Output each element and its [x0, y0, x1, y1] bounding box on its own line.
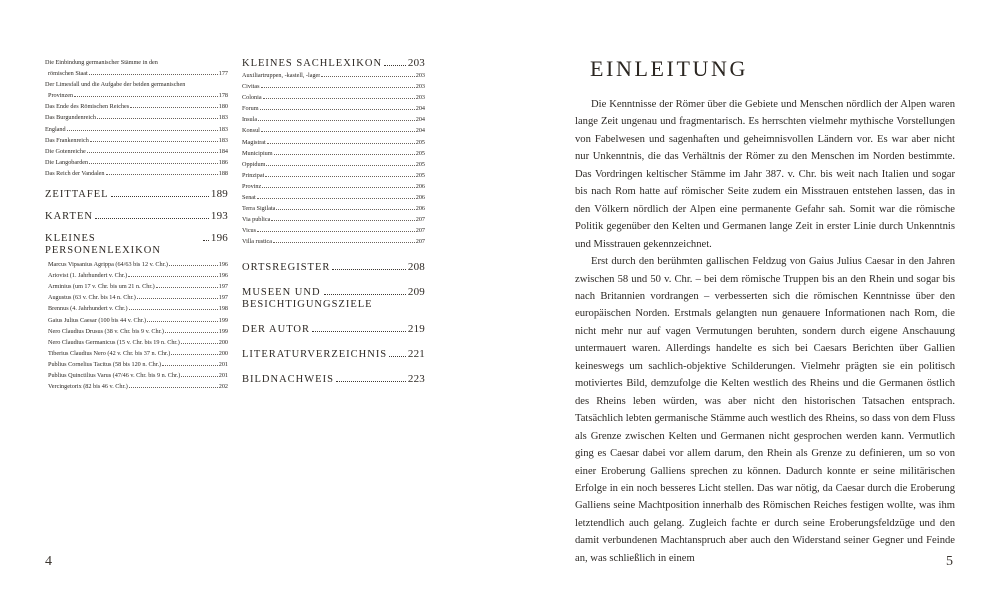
toc-entry-page: 205	[415, 171, 425, 179]
toc-entry-label: römischen Staat	[48, 70, 88, 78]
toc-leader-dots	[324, 294, 406, 295]
toc-entry	[45, 281, 228, 292]
toc-entry	[45, 124, 228, 135]
toc-leader-dots	[321, 76, 414, 77]
toc-entry-page: 177	[218, 70, 228, 78]
toc-entry-label: Magistrat	[242, 138, 266, 146]
toc-entry	[45, 326, 228, 337]
toc-entry	[45, 359, 228, 370]
toc-entry-label: BILDNACHWEIS	[242, 373, 334, 385]
toc-entry	[45, 57, 228, 68]
toc-entry-page: 205	[415, 138, 425, 146]
page-number-left: 4	[45, 554, 52, 569]
toc-leader-dots	[384, 65, 406, 66]
toc-entry-label: Tiberius Claudius Nero (42 v. Chr. bis 37 n. Chr.)	[48, 349, 171, 357]
toc-section	[242, 57, 425, 70]
toc-entry	[45, 337, 228, 348]
toc-entry-page: 207	[415, 238, 425, 246]
toc-leader-dots	[162, 365, 218, 366]
toc-entry-page: 183	[218, 114, 228, 122]
toc-entry-label: Die Langobarden	[45, 158, 89, 166]
toc-entry-page: 219	[407, 322, 425, 335]
toc-entry-label: Nero Claudius Germanicus (15 v. Chr. bis 19 n. Chr.)	[48, 338, 180, 346]
toc-entry	[45, 168, 228, 179]
toc-entry-label: Senat	[242, 194, 256, 202]
toc-leader-dots	[257, 198, 415, 199]
toc-leader-dots	[336, 381, 406, 382]
toc-entry-page: 202	[218, 383, 228, 391]
toc-section	[45, 188, 228, 201]
toc-leader-dots	[165, 332, 218, 333]
toc-entry-page: 183	[218, 136, 228, 144]
toc-entry-page: 206	[415, 182, 425, 190]
toc-leader-dots	[106, 174, 218, 175]
toc-entry-label: Colonia	[242, 94, 262, 102]
toc-entry-label: Publius Cornelius Tacitus (58 bis 120 n. Chr.)	[48, 360, 162, 368]
toc-leader-dots	[111, 196, 209, 197]
toc-leader-dots	[169, 265, 218, 266]
toc-section	[45, 210, 228, 223]
toc-leader-dots	[129, 387, 218, 388]
toc-entry	[45, 112, 228, 123]
toc-leader-dots	[129, 309, 218, 310]
toc-entry-label: Vercingetorix (82 bis 46 v. Chr.)	[48, 383, 128, 391]
toc-section	[242, 261, 425, 274]
toc-leader-dots	[260, 109, 415, 110]
toc-entry-label: KARTEN	[45, 211, 93, 223]
toc-leader-dots	[67, 130, 218, 131]
toc-leader-dots	[274, 154, 415, 155]
toc-entry-label: Konsul	[242, 127, 260, 135]
toc-entry-page: 178	[218, 92, 228, 100]
toc-entry-page: 204	[415, 127, 425, 135]
toc-entry-label: Das Frankenreich	[45, 136, 89, 144]
toc-entry-label: Die Einbindung germanischer Stämme in den	[45, 59, 158, 66]
left-page	[0, 0, 499, 600]
toc-entry-label: Marcus Vipsanius Agrippa (64/63 bis 12 v. Chr.)	[48, 261, 168, 269]
toc-section	[242, 286, 425, 311]
toc-leader-dots	[261, 87, 415, 88]
toc-entry-page: 206	[415, 194, 425, 202]
toc-entry-label: Vicus	[242, 227, 257, 235]
toc-leader-dots	[95, 218, 209, 219]
toc-leader-dots	[156, 287, 218, 288]
toc-leader-dots	[258, 120, 415, 121]
toc-leader-dots	[261, 131, 415, 132]
toc-entry	[242, 148, 425, 159]
toc-entry-label: KLEINES SACHLEXIKON	[242, 58, 383, 69]
toc-entry-label: Das Reich der Vandalen	[45, 169, 105, 177]
toc-entry	[242, 192, 425, 203]
toc-leader-dots	[267, 143, 415, 144]
toc-section	[45, 232, 228, 257]
toc-leader-dots	[89, 74, 218, 75]
toc-entry	[242, 214, 425, 225]
toc-entry	[242, 125, 425, 136]
toc-leader-dots	[97, 118, 218, 119]
toc-entry	[45, 259, 228, 270]
toc-entry	[242, 236, 425, 247]
toc-entry	[242, 114, 425, 125]
toc-column-2	[242, 57, 425, 386]
toc-entry-page: 200	[218, 338, 228, 346]
toc-entry-label: Arminius (um 17 v. Chr. bis um 21 n. Chr.)	[48, 283, 155, 291]
toc-entry	[242, 203, 425, 214]
toc-leader-dots	[147, 321, 218, 322]
toc-entry-page: 203	[415, 83, 425, 91]
toc-entry	[45, 270, 228, 281]
toc-entry	[45, 101, 228, 112]
toc-entry	[45, 292, 228, 303]
toc-entry-label: Villa rustica	[242, 238, 273, 246]
toc-entry-page: 186	[218, 158, 228, 166]
toc-entry-page: 199	[218, 327, 228, 335]
toc-entry-page: 180	[218, 103, 228, 111]
toc-entry-label: Forum	[242, 105, 259, 113]
toc-entry-label: Die Gotenreiche	[45, 147, 86, 155]
toc-entry-label: MUSEEN UND BESICHTIGUNGSZIELE	[242, 286, 373, 310]
toc-entry-page: 197	[218, 283, 228, 291]
toc-section	[242, 373, 425, 386]
toc-entry-page: 207	[415, 216, 425, 224]
toc-entry-page: 199	[218, 316, 228, 324]
toc-entry	[242, 70, 425, 81]
toc-entry	[242, 181, 425, 192]
toc-entry-page: 188	[218, 169, 228, 177]
toc-entry-label: Augustus (63 v. Chr. bis 14 n. Chr.)	[48, 294, 136, 302]
toc-entry	[45, 348, 228, 359]
toc-entry-page: 203	[415, 72, 425, 79]
toc-leader-dots	[181, 376, 217, 377]
toc-entry-label: Gaius Julius Caesar (100 bis 44 v. Chr.)	[48, 316, 147, 324]
page-number-right: 5	[946, 554, 953, 569]
toc-entry-label: Publius Quinctilius Varus (47/46 v. Chr. bis 9 n. Chr.)	[48, 371, 181, 379]
toc-entry	[45, 303, 228, 314]
toc-entry-page: 207	[415, 227, 425, 235]
toc-entry	[45, 68, 228, 79]
toc-entry-label: Ariovist (1. Jahrhundert v. Chr.)	[48, 272, 128, 280]
toc-entry-label: Via publica	[242, 216, 271, 224]
toc-entry	[45, 79, 228, 90]
toc-entry-page: 193	[210, 210, 228, 223]
toc-entry-page: 183	[218, 125, 228, 133]
toc-leader-dots	[74, 96, 218, 97]
toc-leader-dots	[273, 242, 415, 243]
toc-entry-page: 221	[407, 347, 425, 360]
toc-leader-dots	[181, 343, 218, 344]
toc-leader-dots	[128, 276, 218, 277]
toc-leader-dots	[312, 331, 406, 332]
toc-entry-page: 201	[218, 371, 228, 379]
toc-entry-page: 196	[218, 272, 228, 280]
toc-entry	[45, 381, 228, 392]
toc-entry	[242, 92, 425, 103]
toc-entry-page: 204	[415, 116, 425, 124]
toc-leader-dots	[332, 269, 406, 270]
toc-entry-page: 184	[218, 147, 228, 155]
toc-entry	[242, 81, 425, 92]
toc-section	[242, 348, 425, 361]
toc-entry-page: 205	[415, 149, 425, 157]
toc-entry	[242, 137, 425, 148]
toc-entry-label: Civitas	[242, 83, 260, 91]
toc-entry-label: KLEINES PERSONENLEXIKON	[45, 233, 161, 257]
toc-entry-label: ZEITTAFEL	[45, 189, 109, 201]
toc-entry	[242, 103, 425, 114]
toc-entry-label: England	[45, 125, 66, 133]
toc-leader-dots	[262, 187, 414, 188]
toc-entry-page: 196	[210, 232, 228, 245]
toc-leader-dots	[266, 165, 414, 166]
toc-entry-page: 204	[415, 105, 425, 113]
toc-entry-page: 209	[407, 285, 425, 298]
chapter-title: EINLEITUNG	[590, 56, 748, 81]
toc-column-1	[45, 57, 228, 392]
toc-entry-label: Provinz	[242, 182, 262, 190]
toc-section	[242, 323, 425, 336]
toc-entry-label: Das Burgundenreich	[45, 114, 96, 122]
toc-entry	[45, 315, 228, 326]
toc-leader-dots	[389, 356, 406, 357]
toc-entry-label: Municipium	[242, 149, 273, 157]
toc-entry	[45, 157, 228, 168]
toc-entry-label: LITERATURVERZEICHNIS	[242, 348, 388, 360]
toc-entry-label: Der Limesfall und die Aufgabe der beiden germanischen	[45, 81, 186, 89]
toc-entry-page: 200	[218, 349, 228, 357]
toc-entry-label: Brennus (4. Jahrhundert v. Chr.)	[48, 305, 128, 313]
toc-leader-dots	[171, 354, 217, 355]
toc-entry-page: 223	[407, 372, 425, 385]
toc-entry-label: Prinzipat	[242, 171, 265, 179]
toc-entry-label: Oppidum	[242, 160, 266, 168]
toc-leader-dots	[263, 98, 415, 99]
body-text	[575, 96, 955, 567]
toc-entry-label: Terra Sigilata	[242, 205, 276, 213]
toc-entry	[45, 90, 228, 101]
toc-leader-dots	[276, 209, 414, 210]
toc-entry-page: 208	[407, 260, 425, 273]
body-paragraph: Die Kenntnisse der Römer über die Gebiete und Menschen nördlich der Alpen waren lange Zeit ungenau und fragmentarisch. Es herrschten vielmehr mythische Vorstellungen von Fabelwesen und sagenhaften und geheimnisvollen Ländern vor. Es war aber nicht nur Unkenntnis, die das Verhältnis der Römer zu den Menschen im Norden bestimmte. Das Vordringen keltischer Stämme im Jahr 387. v. Chr. bis weit nach Italien und sogar bis nach Rom hatte auf römischer Seite zudem ein Misstrauen entstehen lassen, das in den Völkern nördlich der Alpen eine permanente Gefahr sah. Somit war die römische Politik gegenüber den Kelten und Germanen lange Zeit in erster Linie durch Unkenntnis und Misstrauen gekennzeichnet.	[575, 99, 955, 250]
toc-entry-label: Auxiliartruppen, -kastell, -lager	[242, 72, 321, 79]
toc-leader-dots	[271, 220, 414, 221]
right-page	[500, 0, 999, 600]
toc-entry-page: 201	[218, 360, 228, 368]
toc-entry-label: Insula	[242, 116, 258, 124]
toc-entry	[45, 135, 228, 146]
body-paragraph: Erst durch den berühmten gallischen Feldzug von Gaius Julius Caesar in den Jahren zwischen 58 und 50 v. Chr. – bei dem römische Truppen bis an den Rhein und sogar bis nach Britannien vordrangen – verbesserten sich die römischen Kenntnisse über den europäischen Norden. Erstmals gelangten nun genauere Informationen nach Rom, die nicht mehr nur auf vagen Vermutungen beruhten, sondern durch eigene Anschauung untermauert waren. Allerdings handelte es sich bei Caesars Berichten über Gallien keineswegs um sachlich-objektive Schilderungen. Vielmehr prägten sie ein politisch motiviertes Bild, demzufolge die Kelten westlich des Rheins und die Germanen östlich des Rheins leben würden, was aber nicht den historischen Tatsachen entsprach. Tatsächlich lebten germanische Stämme auch westlich des Rheins, so dass von dem Fluss als Grenze zwischen Kelten und Germanen nicht gesprochen werden kann. Vermutlich ging es Caesar dabei vor allem darum, den Rhein als Grenze zu definieren, um so von einer Eroberung Galliens sprechen zu können. Dadurch konnte er seine militärischen Erfolge in ein noch besseres Licht stellen. Das war nötig, da Caesar durch die Eroberung Galliens seine Machtposition innerhalb des Römischen Reiches festigen wollte, was ihm letztendlich auch gelang. Zugleich fachte er durch seine Eroberungsfeldzüge und den damit verbundenen Machtanspruch aber auch den Widerstand seiner Gegner und Feinde an, was schließlich in einem	[575, 256, 955, 564]
toc-entry-page: 198	[218, 305, 228, 313]
toc-entry-page: 197	[218, 294, 228, 302]
toc-entry-page: 206	[415, 205, 425, 213]
toc-leader-dots	[257, 231, 415, 232]
toc-leader-dots	[265, 176, 414, 177]
toc-leader-dots	[130, 107, 218, 108]
toc-entry-label: Provinzen	[48, 92, 74, 100]
toc-entry	[45, 146, 228, 157]
toc-entry-label: ORTSREGISTER	[242, 261, 331, 273]
toc-entry	[242, 170, 425, 181]
toc-entry-page: 205	[415, 160, 425, 168]
toc-leader-dots	[203, 240, 209, 241]
toc-entry-page: 203	[407, 57, 425, 69]
toc-entry-label: Nero Claudius Drusus (38 v. Chr. bis 9 v. Chr.)	[48, 327, 164, 335]
toc-entry-page: 189	[210, 188, 228, 201]
toc-entry	[45, 370, 228, 381]
toc-entry	[242, 225, 425, 236]
toc-leader-dots	[90, 141, 218, 142]
toc-entry-label: DER AUTOR	[242, 323, 311, 335]
toc-leader-dots	[137, 298, 218, 299]
toc-entry-page: 203	[415, 94, 425, 102]
toc-entry-page: 196	[218, 261, 228, 269]
toc-entry	[242, 159, 425, 170]
toc-entry-label: Das Ende des Römischen Reiches	[45, 103, 130, 111]
toc-leader-dots	[89, 163, 218, 164]
toc-leader-dots	[87, 152, 218, 153]
